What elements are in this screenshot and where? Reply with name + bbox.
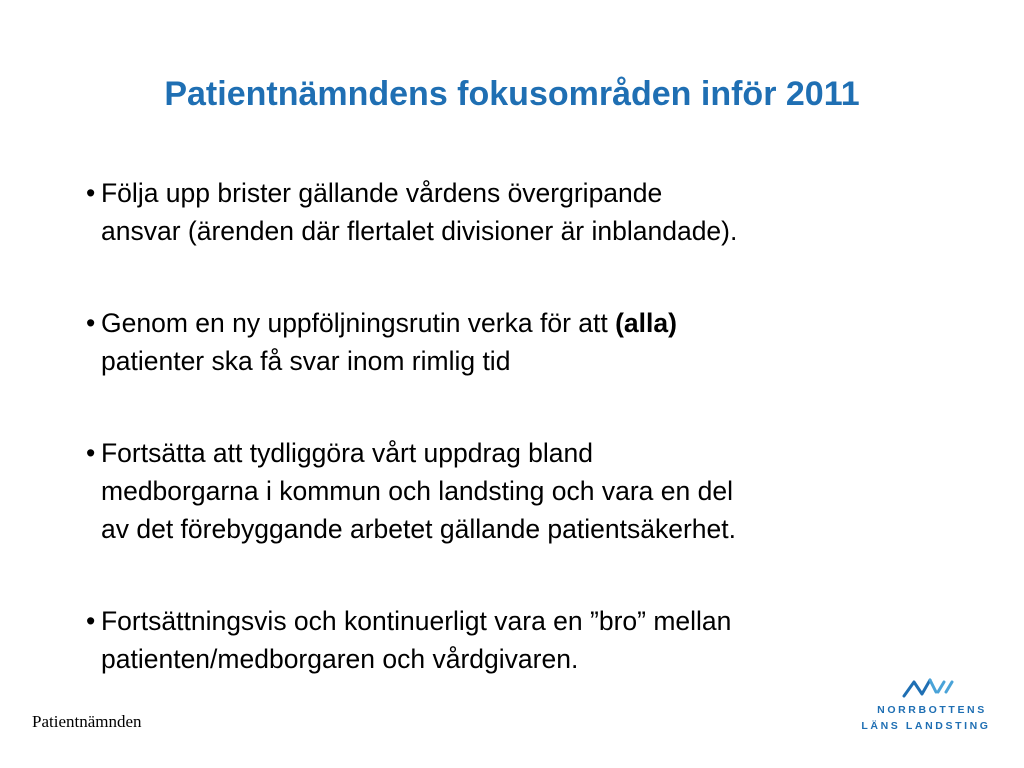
bullet-symbol: • — [86, 178, 96, 208]
bullet-item — [86, 434, 956, 548]
bullet-symbol: • — [86, 308, 96, 338]
bullet-text-line: Fortsättningsvis och kontinuerligt vara en ”bro” mellan — [101, 606, 732, 636]
bullet-text-line: Fortsätta att tydliggöra vårt uppdrag bland — [101, 438, 594, 468]
bullet-symbol: • — [86, 606, 96, 636]
bullet-text-line: medborgarna i kommun och landsting och vara en del — [101, 476, 733, 506]
slide-title: Patientnämndens fokusområden inför 2011 — [164, 75, 860, 113]
bullet-text-line — [101, 304, 956, 342]
norrbotten-logo — [856, 676, 996, 736]
bullet-item — [86, 602, 956, 678]
logo-mark-icon — [900, 676, 956, 700]
bullet-text-line: ansvar (ärenden där flertalet divisioner är inblandade). — [101, 216, 738, 246]
logo-text-line2: LÄNS LANDSTING — [861, 720, 991, 732]
bullet-bold-text: (alla) — [615, 308, 677, 338]
bullet-text-line: patienten/medborgaren och vårdgivaren. — [101, 644, 579, 674]
bullet-list — [86, 174, 956, 732]
bullet-text-line: Följa upp brister gällande vårdens övergripande — [101, 178, 663, 208]
bullet-text-line: patienter ska få svar inom rimlig tid — [101, 346, 511, 376]
bullet-text: Genom en ny uppföljningsrutin verka för att — [101, 308, 616, 338]
logo-text-line1: NORRBOTTENS — [877, 704, 987, 716]
bullet-item — [86, 174, 956, 250]
bullet-symbol: • — [86, 438, 96, 468]
bullet-item — [86, 304, 956, 380]
bullet-text-line: av det förebyggande arbetet gällande patientsäkerhet. — [101, 514, 736, 544]
footer-label: Patientnämnden — [32, 712, 142, 731]
